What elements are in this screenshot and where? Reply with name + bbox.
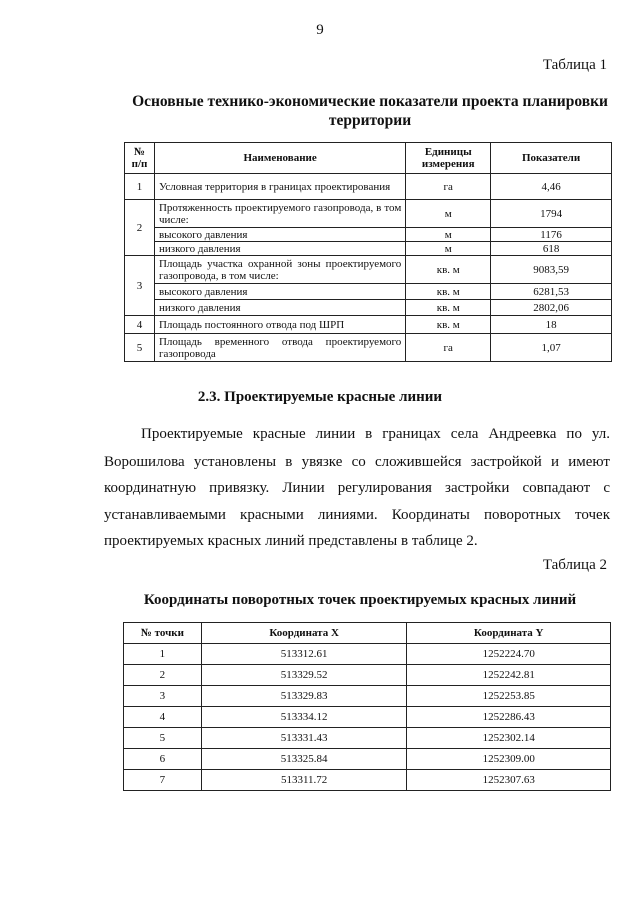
column-header: № точки xyxy=(124,623,202,644)
row-unit: кв. м xyxy=(406,316,491,334)
row-name: Площадь постоянного отвода под ШРП xyxy=(154,316,405,334)
table-row xyxy=(125,242,612,256)
row-number: 5 xyxy=(125,334,155,362)
row-name: Протяженность проектируемого газопровода, в том числе: xyxy=(154,200,405,228)
row-value: 1794 xyxy=(491,200,612,228)
point-number: 4 xyxy=(124,707,202,728)
coord-y: 1252224.70 xyxy=(407,644,611,665)
column-header: № п/п xyxy=(125,143,155,174)
table-header-row xyxy=(125,143,612,174)
table-row xyxy=(124,665,611,686)
coord-x: 513331.43 xyxy=(201,728,407,749)
row-value: 9083,59 xyxy=(491,256,612,284)
row-number: 1 xyxy=(125,174,155,200)
coordinates-table xyxy=(123,622,611,791)
coord-y: 1252307.63 xyxy=(407,770,611,791)
paragraph-line: устанавливаемыми красными линиями. Координаты поворотных точек xyxy=(104,507,610,523)
coord-x: 513325.84 xyxy=(201,749,407,770)
table1-title: Основные технико-экономические показатели проекта планировки территории xyxy=(132,93,608,129)
row-value: 2802,06 xyxy=(491,300,612,316)
coord-y: 1252253.85 xyxy=(407,686,611,707)
row-unit: м xyxy=(406,242,491,256)
table-row xyxy=(125,228,612,242)
column-header: Координата Y xyxy=(407,623,611,644)
point-number: 1 xyxy=(124,644,202,665)
column-header: Наименование xyxy=(154,143,405,174)
coord-y: 1252286.43 xyxy=(407,707,611,728)
row-name: Условная территория в границах проектирования xyxy=(154,174,405,200)
row-value: 618 xyxy=(491,242,612,256)
table-row xyxy=(124,749,611,770)
coord-y: 1252242.81 xyxy=(407,665,611,686)
row-unit: м xyxy=(406,228,491,242)
point-number: 7 xyxy=(124,770,202,791)
table-row xyxy=(125,284,612,300)
row-unit: кв. м xyxy=(406,300,491,316)
coord-y: 1252302.14 xyxy=(407,728,611,749)
row-value: 6281,53 xyxy=(491,284,612,300)
row-number: 4 xyxy=(125,316,155,334)
paragraph-line: Проектируемые красные линии в границах села Андреевка по ул. xyxy=(141,426,610,442)
row-unit: га xyxy=(406,334,491,362)
table1-caption: Таблица 1 xyxy=(542,57,607,73)
paragraph-line: проектируемых красных линий представлены в таблице 2. xyxy=(104,533,478,549)
coord-x: 513334.12 xyxy=(201,707,407,728)
table-row xyxy=(125,174,612,200)
table-row xyxy=(124,644,611,665)
coord-x: 513311.72 xyxy=(201,770,407,791)
table-row xyxy=(124,686,611,707)
row-name: высокого давления xyxy=(154,228,405,242)
table-row xyxy=(124,707,611,728)
section-heading: 2.3. Проектируемые красные линии xyxy=(197,389,443,405)
row-value: 18 xyxy=(491,316,612,334)
row-number: 2 xyxy=(125,200,155,256)
row-name: высокого давления xyxy=(154,284,405,300)
point-number: 2 xyxy=(124,665,202,686)
coord-y: 1252309.00 xyxy=(407,749,611,770)
row-value: 1,07 xyxy=(491,334,612,362)
row-unit: кв. м xyxy=(406,284,491,300)
page-number: 9 xyxy=(316,22,324,38)
table-row xyxy=(125,334,612,362)
column-header: Показатели xyxy=(491,143,612,174)
row-name: Площадь временного отвода проектируемого газопровода xyxy=(154,334,405,362)
row-unit: м xyxy=(406,200,491,228)
table-row xyxy=(125,200,612,228)
point-number: 3 xyxy=(124,686,202,707)
table2-caption: Таблица 2 xyxy=(542,557,607,573)
table-row xyxy=(124,770,611,791)
table2-title: Координаты поворотных точек проектируемых красных линий xyxy=(143,592,577,608)
row-name: низкого давления xyxy=(154,300,405,316)
paragraph-line: координатную привязку. Линии регулирования застройки совпадают с xyxy=(104,480,610,496)
coord-x: 513329.52 xyxy=(201,665,407,686)
row-unit: га xyxy=(406,174,491,200)
column-header: Координата X xyxy=(201,623,407,644)
table-row xyxy=(125,316,612,334)
point-number: 5 xyxy=(124,728,202,749)
coord-x: 513312.61 xyxy=(201,644,407,665)
table-row xyxy=(125,300,612,316)
row-unit: кв. м xyxy=(406,256,491,284)
row-name: низкого давления xyxy=(154,242,405,256)
indicators-table xyxy=(124,142,612,362)
row-number: 3 xyxy=(125,256,155,316)
table-header-row xyxy=(124,623,611,644)
paragraph-line: Ворошилова установлены в увязке со сложившейся застройкой и имеют xyxy=(104,454,610,470)
row-value: 4,46 xyxy=(491,174,612,200)
row-value: 1176 xyxy=(491,228,612,242)
table-row xyxy=(125,256,612,284)
point-number: 6 xyxy=(124,749,202,770)
column-header: Единицы измерения xyxy=(406,143,491,174)
row-name: Площадь участка охранной зоны проектируемого газопровода, в том числе: xyxy=(154,256,405,284)
table-row xyxy=(124,728,611,749)
coord-x: 513329.83 xyxy=(201,686,407,707)
